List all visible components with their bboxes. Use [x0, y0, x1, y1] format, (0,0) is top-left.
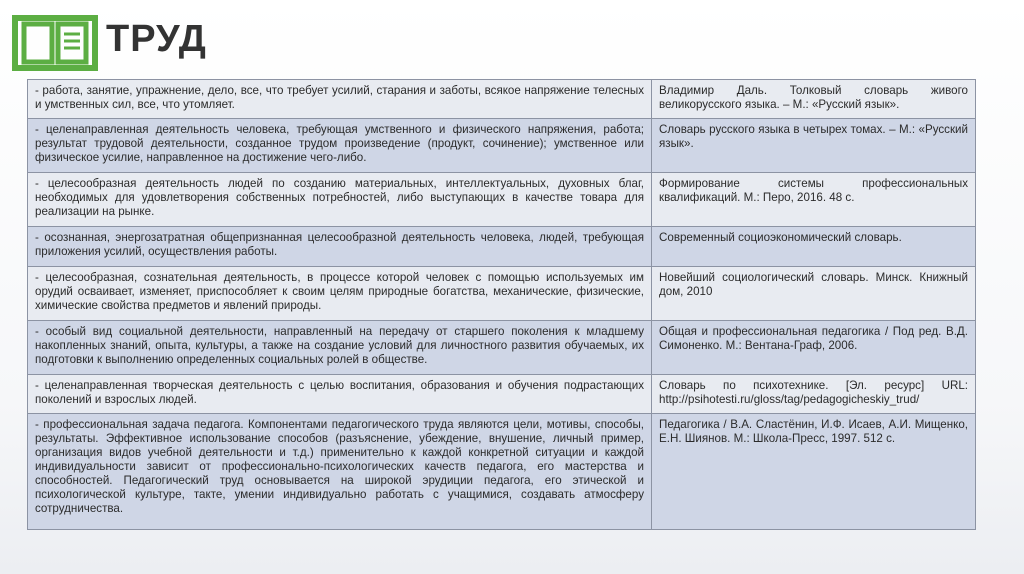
- table-row: [28, 267, 976, 321]
- table-row: [28, 321, 976, 375]
- source-cell: Общая и профессиональная педагогика / Под ред. В.Д. Симоненко. М.: Вентана-Граф, 2006.: [652, 321, 976, 375]
- table-row: [28, 80, 976, 119]
- source-cell: Современный социоэкономический словарь.: [652, 227, 976, 267]
- definition-cell: - целенаправленная творческая деятельность с целью воспитания, образования и обучения подрастающих поколений и взрослых людей.: [28, 375, 652, 414]
- definition-cell: - целесообразная, сознательная деятельность, в процессе которой человек с помощью используемых им орудий осваивает, изменяет, приспособляет к своим целям природные богатства, механические, физические, химические свойства предметов и явлений природы.: [28, 267, 652, 321]
- table-row: [28, 173, 976, 227]
- source-cell: Владимир Даль. Толковый словарь живого великорусского языка. – М.: «Русский язык».: [652, 80, 976, 119]
- source-cell: Формирование системы профессиональных квалификаций. М.: Перо, 2016. 48 с.: [652, 173, 976, 227]
- definition-cell: - осознанная, энергозатратная общепризнанная целесообразной деятельность человека, людей, требующая приложения усилий, осуществления работы.: [28, 227, 652, 267]
- definitions-table: [27, 79, 976, 530]
- definitions-table-wrap: [27, 79, 976, 530]
- definition-cell: - целенаправленная деятельность человека, требующая умственного и физического напряжения, работа; результат трудовой деятельности, созданное трудом произведение (продукт, сочинение); умственное или физическое усилие, направленное на достижение чего-либо.: [28, 119, 652, 173]
- source-cell: Педагогика / В.А. Сластёнин, И.Ф. Исаев, А.И. Мищенко, Е.Н. Шиянов. М.: Школа-Пресс, 1997. 512 с.: [652, 414, 976, 530]
- source-cell: Новейший социологический словарь. Минск. Книжный дом, 2010: [652, 267, 976, 321]
- definition-cell: - целесообразная деятельность людей по созданию материальных, интеллектуальных, духовных благ, необходимых для удовлетворения собственных потребностей, либо выступающих в качестве товара для реализации на рынке.: [28, 173, 652, 227]
- table-row: [28, 375, 976, 414]
- source-cell: Словарь по психотехнике. [Эл. ресурс] URL: http://psihotesti.ru/gloss/tag/pedagogicheskiy_trud/: [652, 375, 976, 414]
- table-row: [28, 227, 976, 267]
- page-title: ТРУД: [106, 18, 207, 60]
- definition-cell: - профессиональная задача педагога. Компонентами педагогического труда являются цели, мотивы, способы, результаты. Эффективное использование способов (разъяснение, убеждение, внушение, личный пример, организация видов учебной деятельности и т.д.) применительно к каждой конкретной ситуации и каждой индивидуальности зависит от профессионально-психологических качеств педагога, его мастерства и способностей. Педагогический труд основывается на широкой эрудиции педагога, его этической и психологической культуре, такте, умении индивидуально работать с учащимися, создавать атмосферу сотрудничества.: [28, 414, 652, 530]
- source-cell: Словарь русского языка в четырех томах. – М.: «Русский язык».: [652, 119, 976, 173]
- table-row: [28, 414, 976, 530]
- book-icon: [12, 14, 98, 72]
- definition-cell: - особый вид социальной деятельности, направленный на передачу от старшего поколения к младшему накопленных знаний, опыта, культуры, а также на создание условий для личностного развития обучаемых, их подготовки к выполнению определенных социальных ролей в обществе.: [28, 321, 652, 375]
- table-row: [28, 119, 976, 173]
- definition-cell: - работа, занятие, упражнение, дело, все, что требует усилий, старания и заботы, всякое напряжение телесных и умственных сил, все, что утомляет.: [28, 80, 652, 119]
